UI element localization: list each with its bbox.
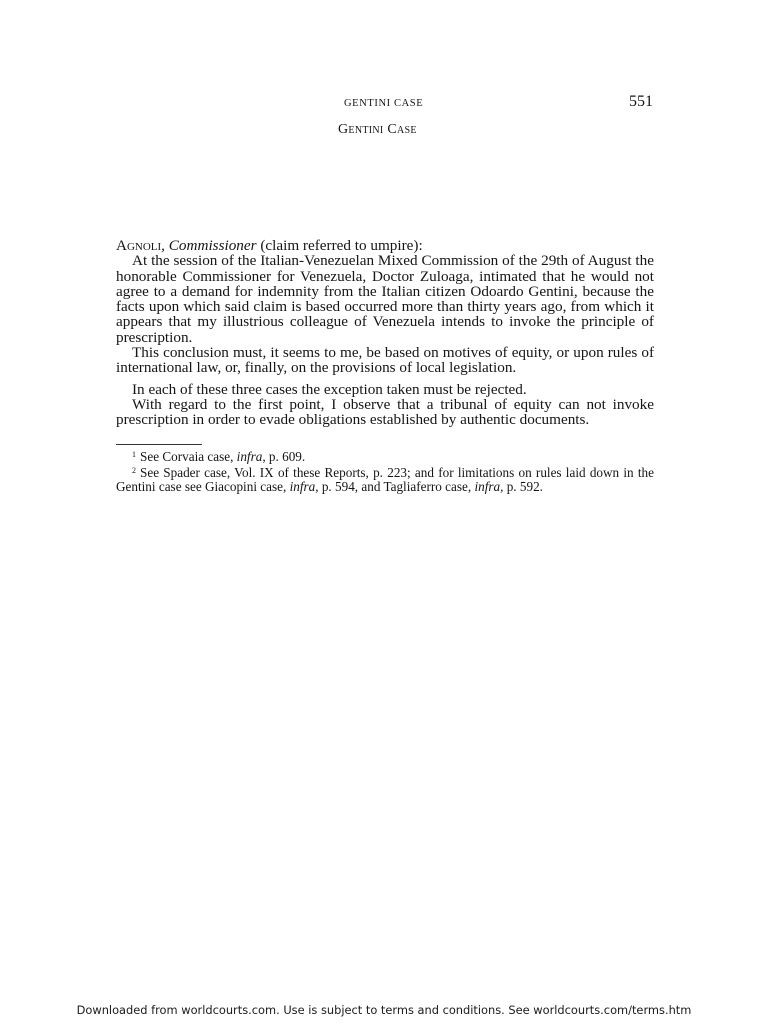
footnote-2 [116, 464, 654, 494]
speaker-role: Commissioner [168, 237, 257, 254]
opinion-body [116, 238, 654, 428]
footnote-mark: 2 [132, 466, 136, 475]
paragraph: This conclusion must, it seems to me, be based on motives of equity, or upon rules of international law, or, finally, on the provisions of local legislation. [116, 344, 654, 377]
opinion-intro [116, 238, 654, 253]
section-title: Gentini Case [338, 122, 417, 137]
footnotes [116, 448, 654, 494]
paragraph: In each of these three cases the exception taken must be rejected. [132, 380, 527, 398]
footnote-text: , p. 594, and Tagliaferro case, [315, 479, 475, 494]
download-notice: Downloaded from worldcourts.com. Use is subject to terms and conditions. See worldcourts.com/terms.htm [76, 1003, 692, 1017]
footnote-text: See Corvaia case, [140, 449, 237, 464]
intro-rest: (claim referred to umpire): [256, 237, 423, 254]
footnote-text: , p. 592. [500, 479, 543, 494]
footnote-italic: infra [289, 479, 316, 494]
paragraph: With regard to the first point, I observe that a tribunal of equity can not invoke prescription in order to evade obligations established by authentic documents. [116, 395, 654, 429]
speaker-name: Agnoli, [116, 237, 165, 254]
footnote-divider [116, 444, 202, 445]
paragraph: At the session of the Italian-Venezuelan Mixed Commission of the 29th of August the honorable Commissioner for Venezuela, Doctor Zuloaga, intimated that he would not agree to a demand for indemnity from the Italian citizen Odoardo Gentini, because the facts upon which said claim is based occurred more than thirty years ago, from which it appears that my illustrious colleague of Venezuela intends to invoke the principle of prescription. [116, 252, 654, 346]
footnote-text: See Spader case, Vol. IX of these Reports, p. 223; and for limitations on rules laid down in the Gentini case see Giacopini case, [116, 465, 654, 494]
footnote-italic: infra [474, 479, 501, 494]
footnote-text: , p. 609. [262, 449, 306, 464]
running-head: GENTINI CASE [344, 98, 424, 109]
footnote-1 [116, 448, 654, 464]
footnote-italic: infra [236, 449, 263, 464]
page-number: 551 [629, 93, 653, 110]
footnote-mark: 1 [132, 450, 136, 459]
